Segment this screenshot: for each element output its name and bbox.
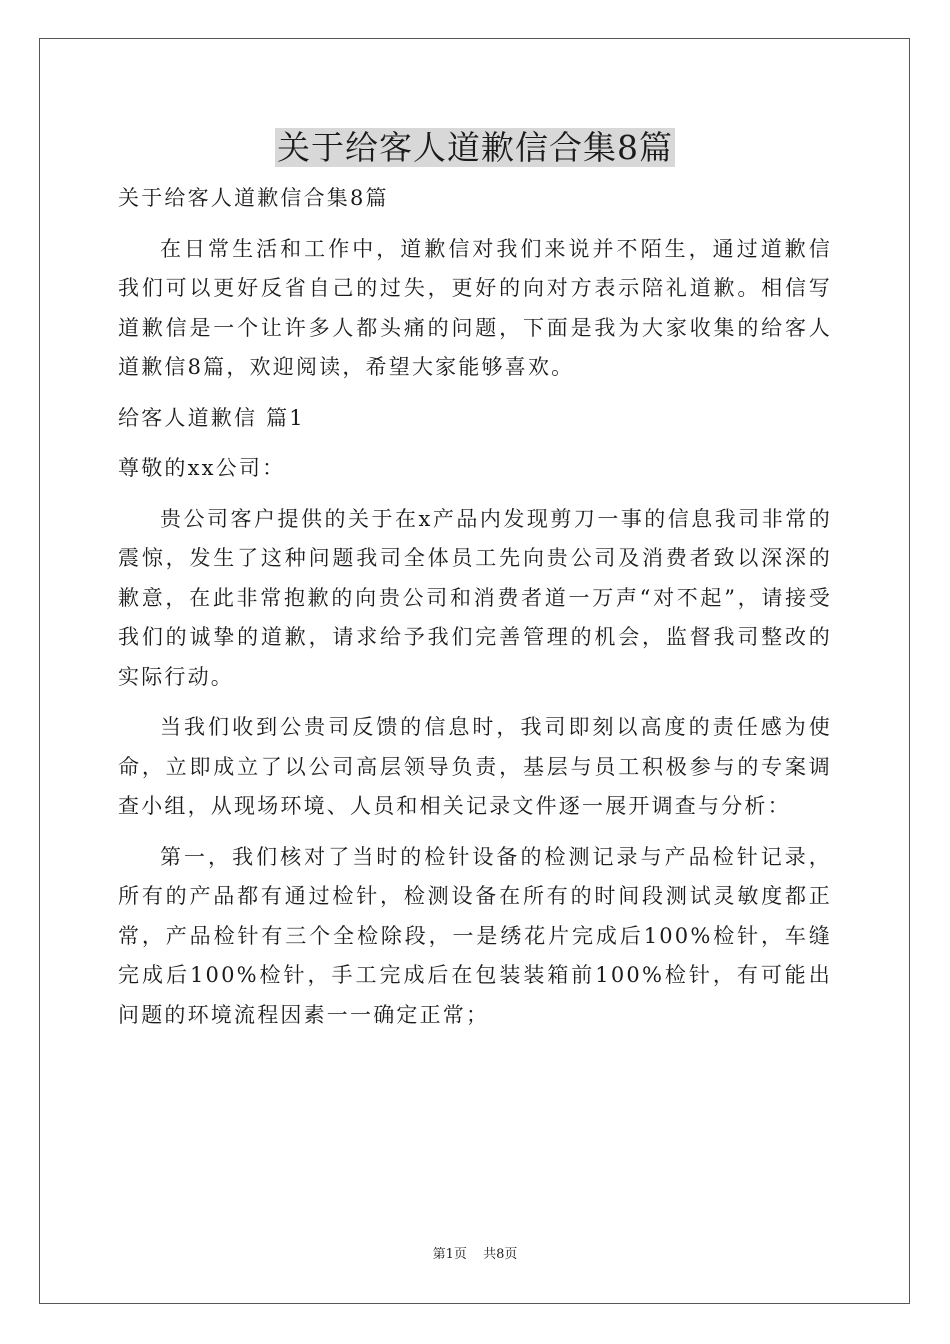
- document-body: [118, 179, 832, 1046]
- body-paragraph: 当我们收到公贵司反馈的信息时，我司即刻以高度的责任感为使命，立即成立了以公司高层领导负责，基层与员工积极参与的专案调查小组，从现场环境、人员和相关记录文件逐一展开调查与分析：: [118, 715, 832, 818]
- document-title: [0, 126, 950, 170]
- subtitle-paragraph: 关于给客人道歉信合集8篇: [118, 186, 389, 210]
- document-title-text: 关于给客人道歉信合集8篇: [277, 128, 673, 167]
- page-footer: [0, 1246, 950, 1264]
- salutation: 尊敬的xx公司：: [118, 456, 286, 480]
- section-heading: 给客人道歉信 篇1: [118, 405, 305, 430]
- page-number: 第1页: [432, 1247, 467, 1262]
- body-paragraph: 贵公司客户提供的关于在x产品内发现剪刀一事的信息我司非常的震惊，发生了这种问题我司全体员工先向贵公司及消费者致以深深的歉意，在此非常抱歉的向贵公司和消费者道一万声“对不起”，请接受我们的诚挚的道歉，请求给予我们完善管理的机会，监督我司整改的实际行动。: [118, 506, 832, 689]
- body-paragraph: 第一，我们核对了当时的检针设备的检测记录与产品检针记录，所有的产品都有通过检针，检测设备在所有的时间段测试灵敏度都正常，产品检针有三个全检除段，一是绣花片完成后100%检针，车缝完成后100%检针，手工完成后在包装装箱前100%检针，有可能出问题的环境流程因素一一确定正常；: [118, 844, 832, 1027]
- intro-paragraph: 在日常生活和工作中，道歉信对我们来说并不陌生，通过道歉信我们可以更好反省自己的过失，更好的向对方表示陪礼道歉。相信写道歉信是一个让许多人都头痛的问题，下面是我为大家收集的给客人道歉信8篇，欢迎阅读，希望大家能够喜欢。: [118, 236, 832, 379]
- page-total: 共8页: [483, 1247, 518, 1262]
